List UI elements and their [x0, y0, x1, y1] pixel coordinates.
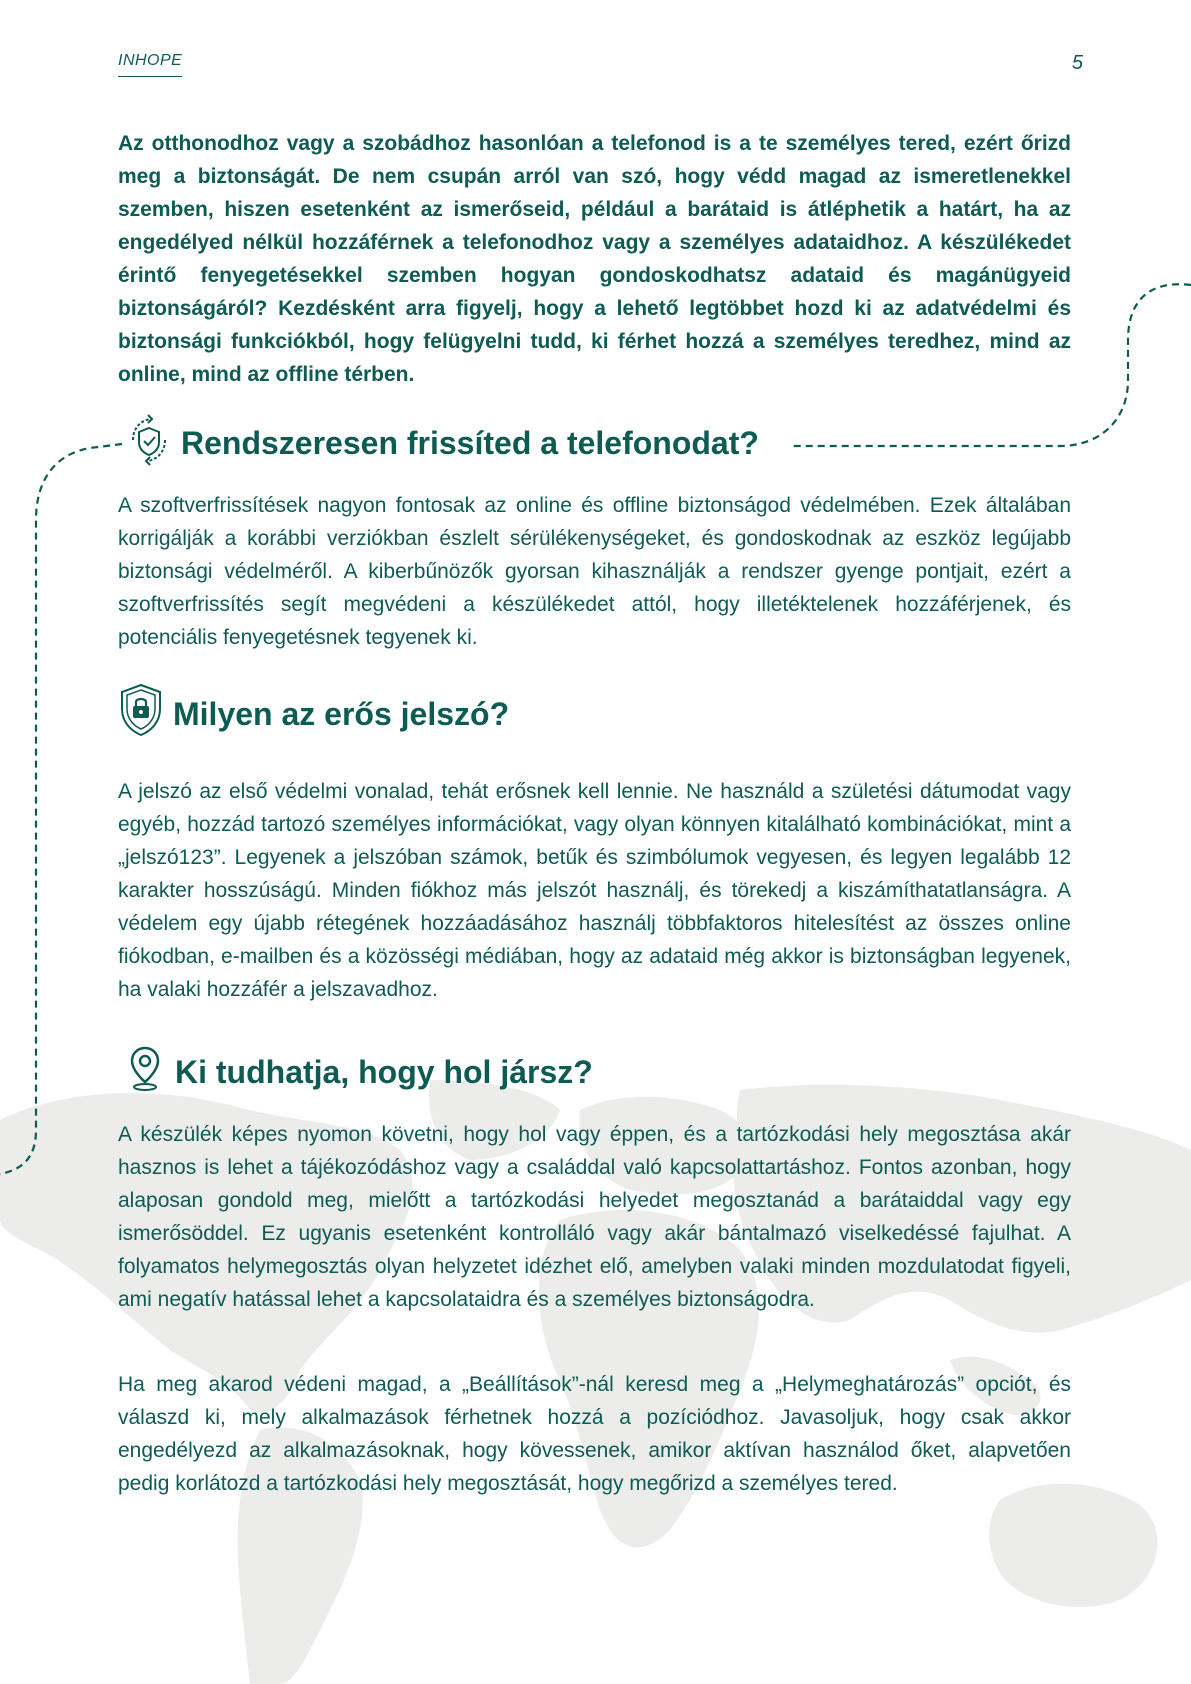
section-paragraph-password: A jelszó az első védelmi vonalad, tehát erősnek kell lennie. Ne használd a születési dátumodat vagy egyéb, hozzád tartozó személyes információkat, vagy olyan könnyen kitalálható kombinációkat, mint a „jelszó123”. Legyenek a jelszóban számok, betűk és szimbólumok vegyesen, és legyen legalább 12 karakter hosszúságú. Minden fiókhoz más jelszót használj, és törekedj a kiszámíthatatlanságra. A védelem egy újabb rétegének hozzáadásához használj többfaktoros hitelesítést az összes online fiókodban, e-mailben és a közösségi médiában, hogy az adataid még akkor is biztonságban legyenek, ha valaki hozzáfér a jelszavadhoz. [118, 780, 1071, 1001]
section-paragraph-location-2: Ha meg akarod védeni magad, a „Beállítások”-nál keresd meg a „Helymeghatározás” opciót, és válaszd ki, mely alkalmazások férhetnek hozzá a pozíciódhoz. Javasoljuk, hogy csak akkor engedélyezd az alkalmazásoknak, hogy kövessenek, amikor aktívan használod őket, alapvetően pedig korlátozd a tartózkodási hely megosztását, hogy megőrizd a személyes tered. [118, 1373, 1071, 1495]
sync-shield-icon [124, 412, 174, 468]
intro-paragraph: Az otthonodhoz vagy a szobádhoz hasonlóan a telefonod is a te személyes tered, ezért őrizd meg a biztonságát. De nem csupán arról van szó, hogy védd magad az ismeretlenekkel szemben, hiszen esetenként az ismerőseid, például a barátaid is átléphetik a határt, ha az engedélyed nélkül hozzáférnek a telefonodhoz vagy a személyes adataidhoz. A készülékedet érintő fenyegetésekkel szemben hogyan gondoskodhatsz adataid és magánügyeid biztonságáról? Kezdésként arra figyelj, hogy a lehető legtöbbet hozd ki az adatvédelmi és biztonsági funkciókból, hogy felügyelni tudd, ki férhet hozzá a személyes teredhez, mind az online, mind az offline térben. [118, 132, 1071, 386]
section-title-updates: Rendszeresen frissíted a telefonodat? [181, 425, 759, 461]
section-paragraph-updates: A szoftverfrissítések nagyon fontosak az online és offline biztonságod védelmében. Ezek általában korrigálják a korábbi verziókban észlelt sérülékenységeket, és gondoskodnak az eszköz legújabb biztonsági védelméről. A kiberbűnözők gyorsan kihasználják a rendszer gyenge pontjait, ezért a szoftverfrissítés segít megvédeni a készülékedet attól, hogy illetéktelenek hozzáférjenek, és potenciális fenyegetésnek tegyenek ki. [118, 494, 1071, 649]
dashed-line-left [0, 444, 122, 1174]
page-number: 5 [1071, 52, 1083, 74]
shield-lock-icon [118, 682, 164, 738]
section-title-location: Ki tudhatja, hogy hol jársz? [175, 1054, 593, 1090]
section-title-password: Milyen az erős jelszó? [173, 696, 510, 732]
section-paragraph-location-1: A készülék képes nyomon követni, hogy hol vagy éppen, és a tartózkodási hely megosztása akár hasznos is lehet a tájékozódáshoz vagy a családdal való kapcsolattartáshoz. Fontos azonban, hogy alaposan gondold meg, mielőtt a tartózkodási helyedet megosztanád a barátaiddal vagy egy ismerősöddel. Ez ugyanis esetenként kontrolláló vagy akár bántalmazó viselkedéssé fajulhat. A folyamatos helymegosztás olyan helyzetet idézhet elő, amelyben valaki minden mozdulatodat figyeli, ami negatív hatással lehet a kapcsolataidra és a személyes biztonságodra. [118, 1123, 1071, 1311]
brand-label: INHOPE [118, 52, 182, 77]
map-australia [989, 1484, 1157, 1607]
location-pin-icon [128, 1046, 162, 1092]
